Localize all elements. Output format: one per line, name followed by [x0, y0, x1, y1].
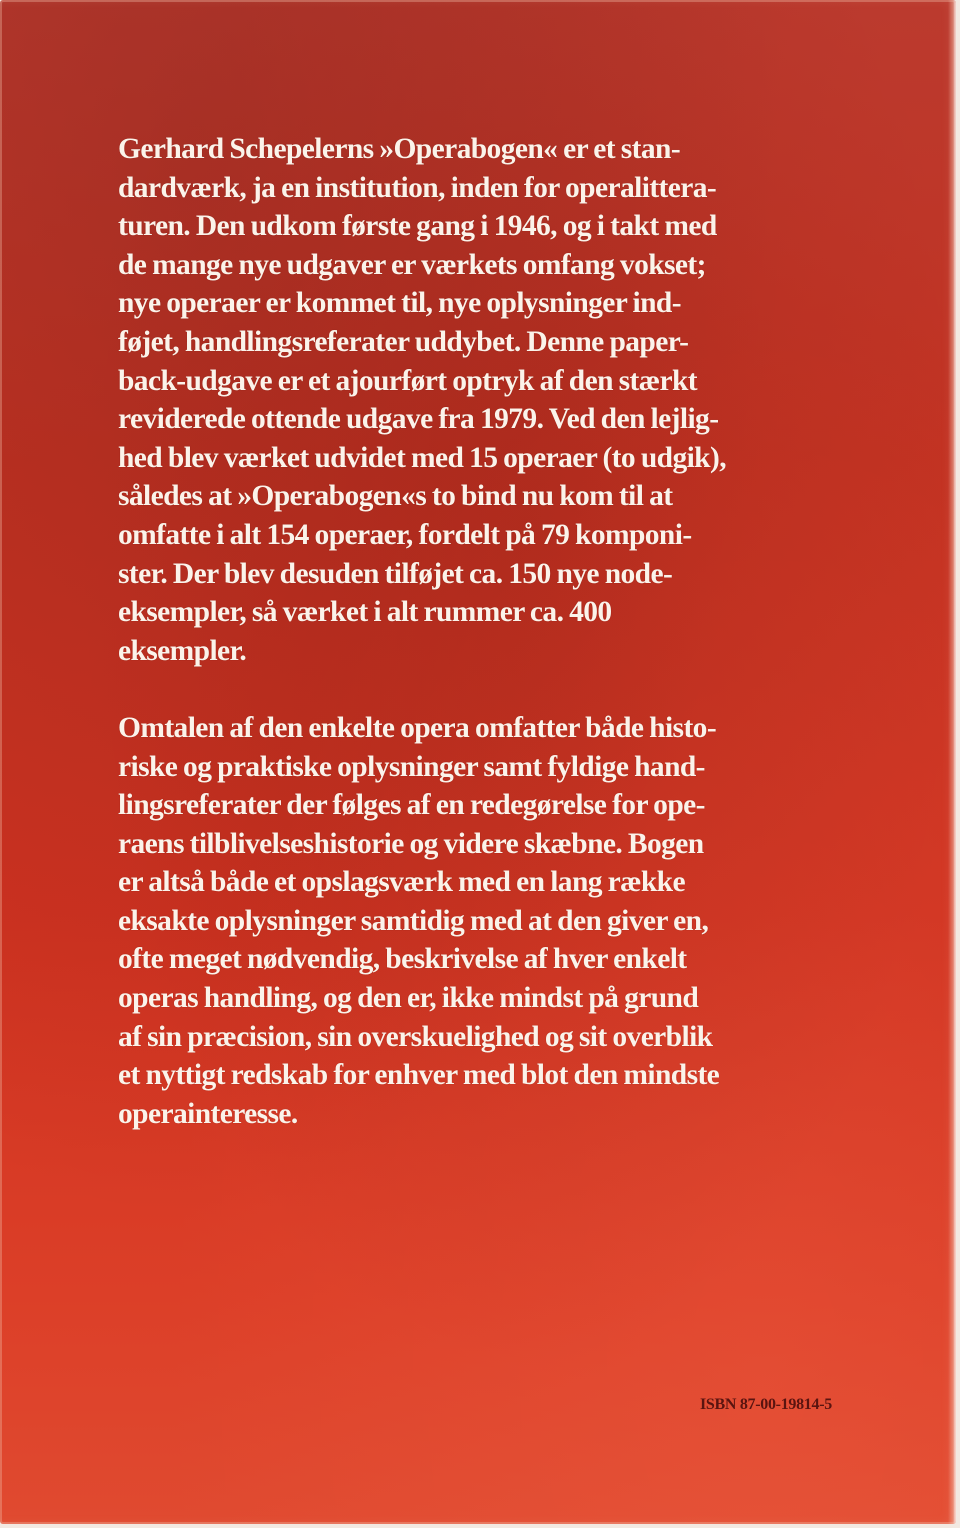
text-line: ster. Der blev desuden tilføjet ca. 150 nye node- — [118, 557, 673, 590]
text-line: lingsreferater der følges af en redegørelse for ope- — [118, 789, 705, 822]
text-line: Omtalen af den enkelte opera omfatter både histo- — [118, 711, 717, 744]
text-line: operainteresse. — [118, 1097, 298, 1130]
isbn-number: ISBN 87-00-19814-5 — [700, 1396, 832, 1413]
text-line: eksempler, så værket i alt rummer ca. 400 — [118, 596, 612, 629]
text-line: ofte meget nødvendig, beskrivelse af hver enkelt — [118, 943, 687, 976]
text-line: føjet, handlingsreferater uddybet. Denne paper- — [118, 325, 689, 358]
text-line: Gerhard Schepelerns »Operabogen« er et stan- — [118, 133, 681, 165]
text-line: således at »Operabogen«s to bind nu kom til at — [118, 480, 673, 513]
text-line: operas handling, og den er, ikke mindst på grund — [118, 982, 699, 1015]
text-line: af sin præcision, sin overskuelighed og sit overblik — [118, 1020, 713, 1053]
text-line: turen. Den udkom første gang i 1946, og i takt med — [118, 210, 717, 243]
text-line: de mange nye udgaver er værkets omfang vokset; — [118, 248, 706, 281]
cover-blurb — [118, 130, 818, 1133]
text-line: reviderede ottende udgave fra 1979. Ved den lejlig- — [118, 403, 719, 436]
text-line: hed blev værket udvidet med 15 operaer (to udgik), — [118, 441, 726, 474]
text-line: eksakte oplysninger samtidig med at den giver en, — [118, 904, 709, 937]
text-line: dardværk, ja en institution, inden for operalittera- — [118, 171, 717, 204]
text-line: riske og praktiske oplysninger samt fyldige hand- — [118, 750, 705, 783]
text-line: et nyttigt redskab for enhver med blot den mindste — [118, 1059, 720, 1092]
text-line: eksempler. — [118, 634, 247, 667]
blurb-paragraph-2 — [118, 709, 818, 1134]
text-line: raens tilblivelseshistorie og videre skæbne. Bogen — [118, 827, 704, 860]
text-line: er altså både et opslagsværk med en lang række — [118, 866, 685, 899]
text-line: back-udgave er et ajourført optryk af den stærkt — [118, 364, 697, 397]
blurb-paragraph-1 — [118, 130, 818, 670]
text-line: omfatte i alt 154 operaer, fordelt på 79 komponi- — [118, 518, 692, 551]
text-line: nye operaer er kommet til, nye oplysninger ind- — [118, 287, 681, 320]
